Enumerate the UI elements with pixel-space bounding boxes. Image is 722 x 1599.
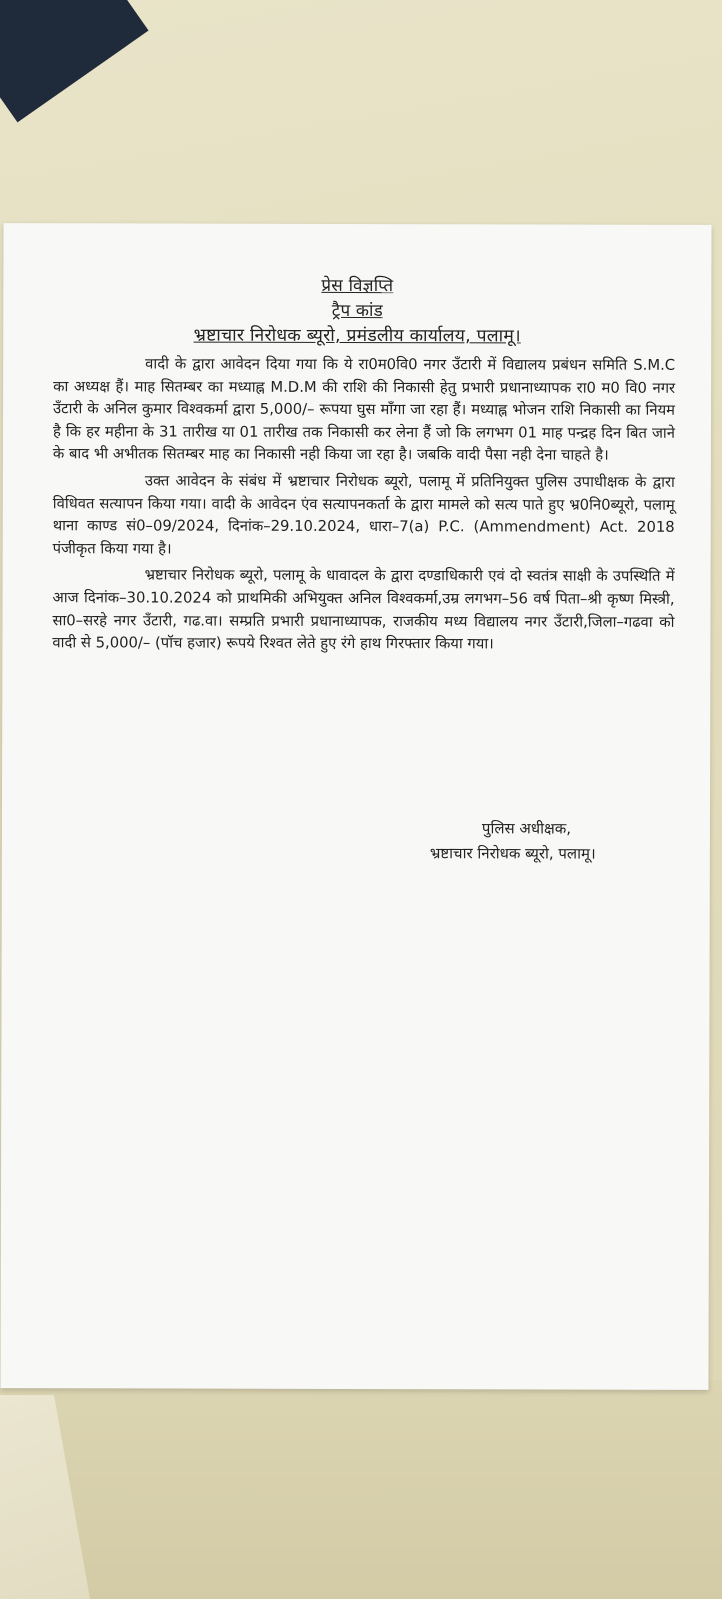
document-subtitle: ट्रैप कांड bbox=[331, 300, 383, 322]
signature-office: भ्रष्टाचार निरोधक ब्यूरो, पलामू। bbox=[429, 844, 596, 863]
office-heading: भ्रष्टाचार निरोधक ब्यूरो, प्रमंडलीय कार्यालय, पलामू। bbox=[193, 325, 521, 347]
table-surface bbox=[0, 1380, 722, 1599]
paragraph-verification: उक्त आवेदन के संबंध में भ्रष्टाचार निरोधक ब्यूरो, पलामू में प्रतिनियुक्त पुलिस उपाधीक्षक के द्वारा विधिवत सत्यापन किया गया। वादी के आवेदन एंव सत्यापनकर्ता के द्वारा मामले को सत्य पाते हुए भ्र0नि0ब्यूरो, पलामू थाना काण्ड सं0–09/2024, दिनांक–29.10.2024, धारा–7(a) P.C. (Ammendment) Act. 2018 पंजीकृत किया गया है। bbox=[52, 472, 675, 558]
background-object bbox=[0, 0, 149, 122]
press-release-document bbox=[0, 223, 711, 1390]
signature-designation: पुलिस अधीक्षक, bbox=[481, 819, 572, 838]
paragraph-arrest: भ्रष्टाचार निरोधक ब्यूरो, पलामू के धावादल के द्वारा दण्डाधिकारी एवं दो स्वतंत्र साक्षी के उपस्थिति में आज दिनांक–30.10.2024 को प्राथमिकी अभियुक्त अनिल विश्वकर्मा,उम्र लगभग–56 वर्ष पिता–श्री कृष्ण मिस्त्री, सा0–सरहे नगर उँटारी, गढ.वा। सम्प्रति प्रभारी प्रधानाध्यापक, राजकीय मध्य विद्यालय नगर उँटारी,जिला–गढवा को वादी से 5,000/– (पॉच हजार) रूपये रिश्वत लेते हुए रंगे हाथ गिरफ्तार किया गया। bbox=[52, 566, 675, 653]
signature-block bbox=[430, 816, 596, 866]
document-body bbox=[52, 353, 675, 660]
document-title: प्रेस विज्ञप्ति bbox=[321, 275, 394, 297]
paragraph-complaint: वादी के द्वारा आवेदन दिया गया कि ये रा0म0वि0 नगर उँटारी में विद्यालय प्रबंधन समिति S.M.C का अध्यक्ष हैं। माह सितम्बर का मध्याह्न M.D.M की राशि की निकासी हेतु प्रभारी प्रधानाध्यापक रा0 म0 वि0 नगर उँटारी के अनिल कुमार विश्वकर्मा द्वारा 5,000/– रूपया घुस माँगा जा रहा हैं। मध्याह्न भोजन राशि निकासी का नियम है कि हर महीना के 31 तारीख या 01 तारीख तक निकासी कर लेना हैं जो कि लगभग 01 माह पन्द्रह दिन बित जाने के बाद भी अभीतक सितम्बर माह का निकासी नही किया जा रहा है। जबकि वादी पैसा नही देना चाहते है। bbox=[52, 355, 676, 465]
